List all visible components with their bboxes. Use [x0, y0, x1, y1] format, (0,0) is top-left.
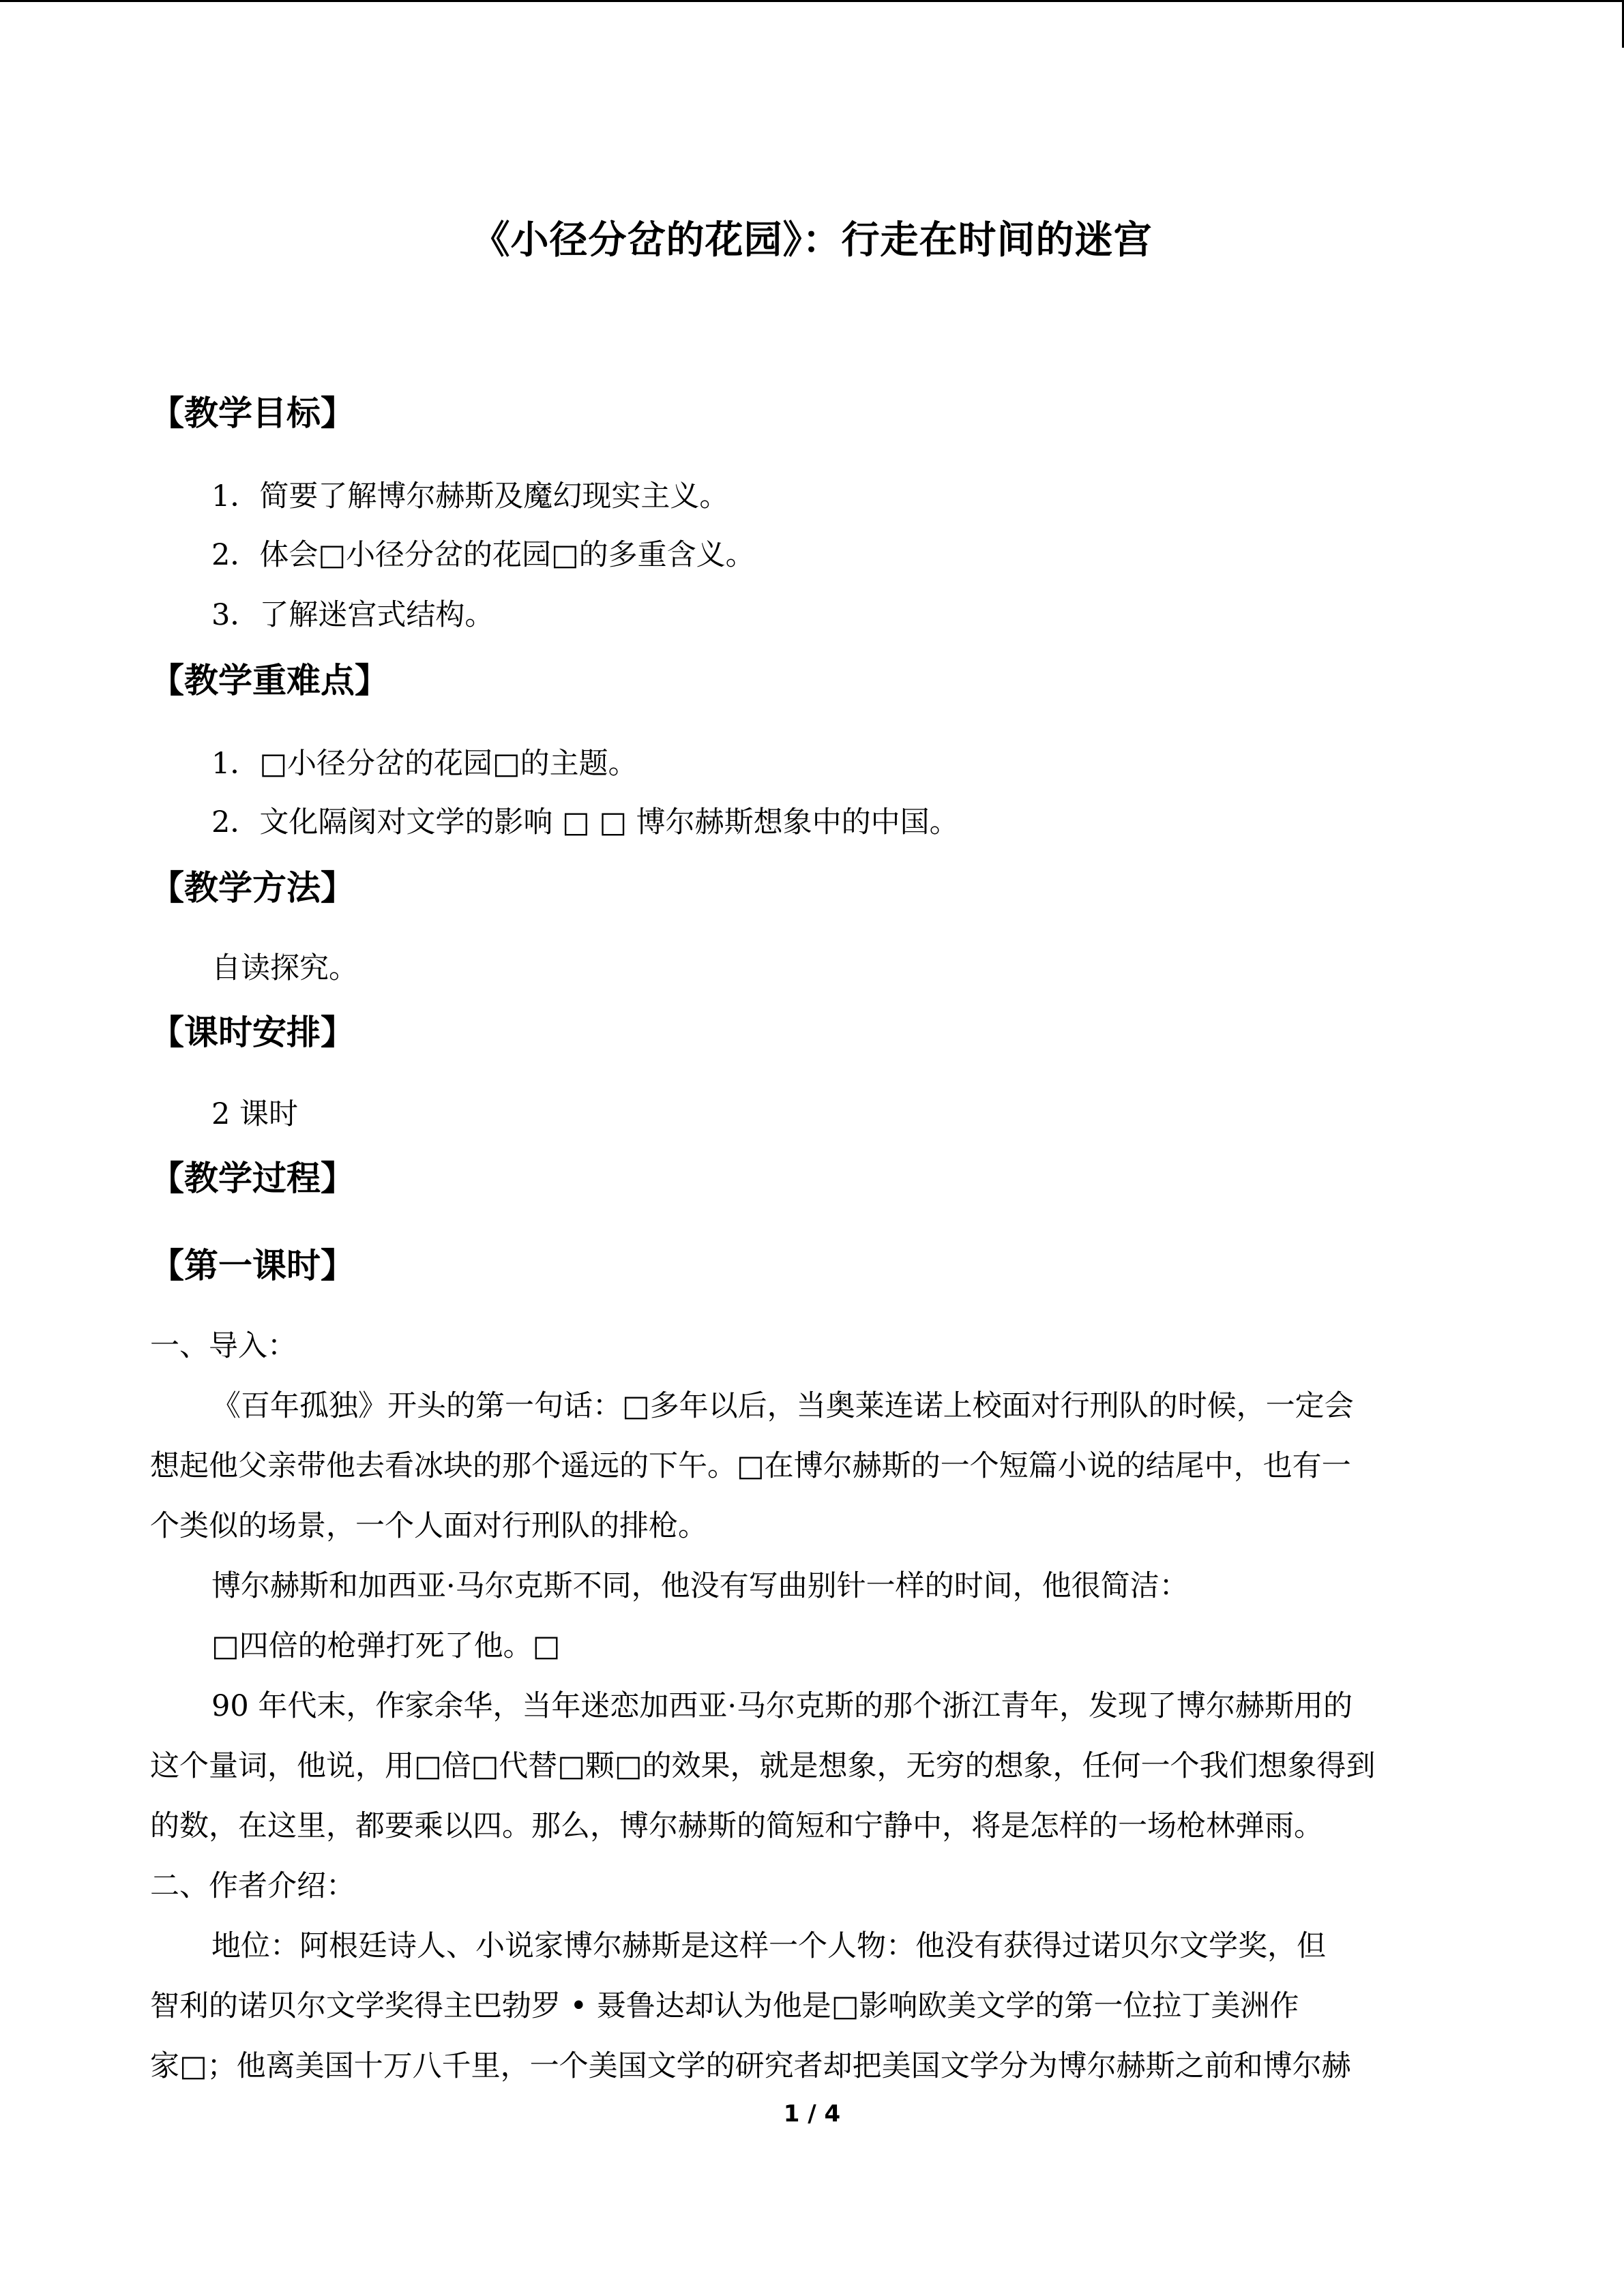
heading-objectives: 【教学目标】 — [150, 393, 355, 433]
objective-item: 1．简要了解博尔赫斯及魔幻现实主义。 — [211, 479, 729, 513]
heading-methods: 【教学方法】 — [150, 868, 355, 908]
heading-first-lesson: 【第一课时】 — [150, 1246, 355, 1285]
page-top-border — [0, 0, 1624, 2]
page-title: 《小径分岔的花园》：行走在时间的迷宫 — [471, 218, 1153, 263]
body-line: 智利的诺贝尔文学奖得主巴勃罗 • 聂鲁达却认为他是□影响欧美文学的第一位拉丁美洲作 — [150, 1989, 1299, 2023]
body-line: 家□；他离美国十万八千里，一个美国文学的研究者却把美国文学分为博尔赫斯之前和博尔赫 — [150, 2049, 1351, 2083]
heading-schedule: 【课时安排】 — [150, 1013, 355, 1052]
body-line: 的数，在这里，都要乘以四。那么，博尔赫斯的简短和宁静中，将是怎样的一场枪林弹雨。 — [150, 1809, 1323, 1843]
body-line: □四倍的枪弹打死了他。□ — [211, 1629, 561, 1663]
difficulty-item: 2．文化隔阂对文学的影响 □ □ 博尔赫斯想象中的中国。 — [211, 805, 959, 839]
body-line: 博尔赫斯和加西亚·马尔克斯不同，他没有写曲别针一样的时间，他很简洁： — [211, 1569, 1189, 1603]
objective-item: 3．了解迷宫式结构。 — [211, 598, 494, 632]
objective-item: 2．体会□小径分岔的花园□的多重含义。 — [211, 538, 755, 572]
body-line: 90 年代末，作家余华，当年迷恋加西亚·马尔克斯的那个浙江青年，发现了博尔赫斯用的 — [211, 1689, 1353, 1723]
page-number: 1 / 4 — [783, 2100, 841, 2128]
schedule-text: 2 课时 — [211, 1097, 299, 1131]
body-line: 地位：阿根廷诗人、小说家博尔赫斯是这样一个人物：他没有获得过诺贝尔文学奖，但 — [211, 1929, 1326, 1963]
section-intro: 一、导入： — [150, 1329, 297, 1363]
difficulty-item: 1．□小径分岔的花园□的主题。 — [211, 747, 638, 781]
body-line: 这个量词，他说，用□倍□代替□颗□的效果，就是想象，无穷的想象，任何一个我们想象得到 — [150, 1749, 1376, 1783]
body-line: 想起他父亲带他去看冰块的那个遥远的下午。□在博尔赫斯的一个短篇小说的结尾中，也有一 — [150, 1449, 1351, 1483]
body-line: 《百年孤独》开头的第一句话：□多年以后，当奥莱连诺上校面对行刑队的时候，一定会 — [211, 1389, 1354, 1423]
method-text: 自读探究。 — [211, 951, 358, 985]
heading-process: 【教学过程】 — [150, 1159, 355, 1198]
body-line: 个类似的场景，一个人面对行刑队的排枪。 — [150, 1509, 707, 1543]
heading-difficulties: 【教学重难点】 — [150, 661, 389, 700]
section-author: 二、作者介绍： — [150, 1869, 355, 1903]
